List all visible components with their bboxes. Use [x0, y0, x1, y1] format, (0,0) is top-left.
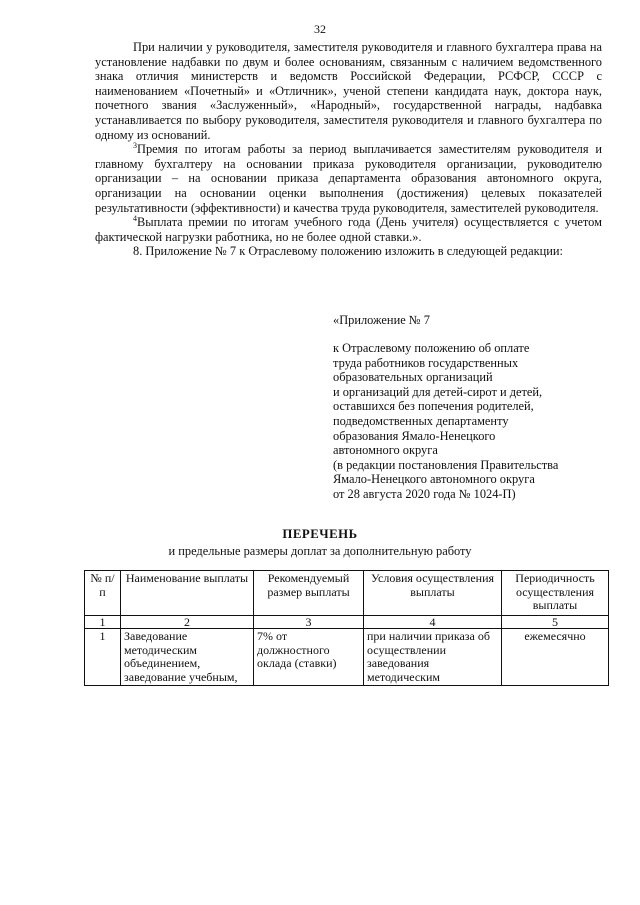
- header-conditions: Условия осуществления выплаты: [364, 571, 502, 616]
- appendix-line: от 28 августа 2020 года № 1024-П): [333, 486, 516, 501]
- appendix-reference: [333, 341, 613, 502]
- payments-table: [84, 570, 609, 686]
- paragraph-teacher-day-bonus-text: Выплата премии по итогам учебного года (День учителя) осуществляется с учетом фактической нагрузки работника, но не более одной ставки.».: [95, 215, 602, 244]
- appendix-line: труда работников государственных: [333, 355, 519, 370]
- appendix-line: к Отраслевому положению об оплате: [333, 341, 530, 355]
- index-cell: 5: [502, 616, 609, 629]
- paragraph-allowance-choice: При наличии у руководителя, заместителя руководителя и главного бухгалтера права на установление надбавки по двум и более основаниям, связанным с наличием ведомственного знака отличия министерств и ведомств Российской Федерации, РСФСР, СССР с наименованием «Почетный» и «Отличник», ученой степени кандидата наук, доктора наук, почетного звания «Заслуженный», «Народный», государственной награды, надбавка устанавливается по выбору руководителя, заместителя руководителя и главного бухгалтера по одному из оснований.: [95, 40, 602, 142]
- paragraph-item-8: 8. Приложение № 7 к Отраслевому положению изложить в следующей редакции:: [133, 244, 563, 259]
- body-text: [95, 40, 602, 259]
- footnote-mark-3: 3: [133, 141, 137, 151]
- row-number: 1: [85, 629, 121, 686]
- table-row: [85, 629, 609, 686]
- header-size: Рекомендуемый размер выплаты: [254, 571, 364, 616]
- row-size: 7% от должностного оклада (ставки): [254, 629, 364, 686]
- row-name: Заведование методическим объединением, заведование учебным,: [121, 629, 254, 686]
- table-header-row: [85, 571, 609, 616]
- header-periodicity: Периодичность осуществления выплаты: [502, 571, 609, 616]
- footnote-mark-4: 4: [133, 214, 137, 223]
- appendix-line: подведомственных департаменту: [333, 413, 509, 428]
- appendix-line: оставшихся без попечения родителей,: [333, 399, 534, 414]
- paragraph-bonus-period-text: Премия по итогам работы за период выплачивается заместителям руководителя и главному бухгалтеру на основании приказа руководителя организации, руководителю организации – на основании приказа департамента образования автономного округа, организации на основании оценки выполнения (достижения) целевых показателей результативности (эффективности) и качества труда руководителя, заместителей руководителя.: [95, 142, 602, 215]
- appendix-line: и организаций для детей-сирот и детей,: [333, 384, 543, 399]
- appendix-title: «Приложение № 7: [333, 313, 430, 327]
- row-periodicity: ежемесячно: [502, 629, 609, 686]
- list-heading: ПЕРЕЧЕНЬ: [282, 527, 358, 541]
- appendix-line: автономного округа: [333, 443, 438, 458]
- appendix-line: образования Ямало-Ненецкого: [333, 428, 496, 443]
- appendix-line: образовательных организаций: [333, 370, 493, 385]
- table-index-row: [85, 616, 609, 629]
- list-subheading: и предельные размеры доплат за дополнительную работу: [168, 544, 472, 558]
- header-number: № п/п: [85, 571, 121, 616]
- appendix-line: (в редакции постановления Правительства: [333, 457, 559, 472]
- paragraph-bonus-period: [95, 142, 602, 215]
- index-cell: 2: [121, 616, 254, 629]
- page-number: 32: [314, 22, 326, 36]
- index-cell: 4: [364, 616, 502, 629]
- header-name: Наименование выплаты: [121, 571, 254, 616]
- paragraph-teacher-day-bonus: [95, 215, 602, 244]
- row-conditions: при наличии приказа об осуществлении заведования методическим: [364, 629, 502, 686]
- index-cell: 3: [254, 616, 364, 629]
- appendix-line: Ямало-Ненецкого автономного округа: [333, 472, 535, 487]
- index-cell: 1: [85, 616, 121, 629]
